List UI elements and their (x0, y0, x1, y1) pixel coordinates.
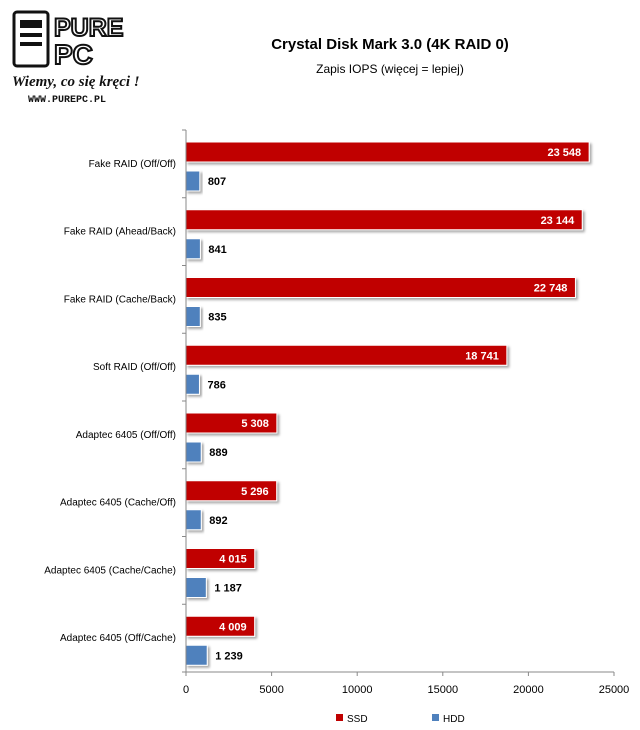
category-label: Fake RAID (Ahead/Back) (63, 226, 176, 238)
ssd-value-label: 18 741 (465, 350, 499, 363)
ssd-value-label: 5 296 (241, 485, 269, 498)
hdd-bar (186, 510, 201, 530)
ssd-value-label: 4 015 (219, 553, 247, 566)
hdd-bar (186, 578, 206, 598)
hdd-value-label: 841 (208, 243, 227, 256)
hdd-legend-label: HDD (443, 714, 465, 725)
ssd-legend-label: SSD (347, 714, 368, 725)
svg-text:WWW.PUREPC.PL: WWW.PUREPC.PL (28, 95, 107, 106)
category-label: Adaptec 6405 (Cache/Cache) (44, 565, 176, 577)
ssd-value-label: 4 009 (219, 621, 247, 634)
chart-subtitle: Zapis IOPS (więcej = lepiej) (316, 62, 464, 76)
category-label: Adaptec 6405 (Cache/Off) (60, 497, 176, 509)
hdd-bar (186, 645, 207, 665)
hdd-value-label: 889 (209, 447, 228, 459)
hdd-value-label: 1 239 (215, 650, 243, 663)
svg-text:PC: PC (54, 39, 93, 70)
hdd-legend-swatch (432, 714, 439, 721)
ssd-value-label: 5 308 (241, 418, 269, 430)
x-tick-label: 20000 (513, 684, 544, 696)
hdd-value-label: 835 (208, 311, 227, 324)
hdd-value-label: 892 (209, 514, 228, 527)
x-tick-label: 0 (182, 684, 190, 696)
ssd-legend-swatch (336, 714, 343, 721)
category-label: Soft RAID (Off/Off) (93, 362, 176, 374)
hdd-bar (186, 374, 199, 394)
ssd-value-label: 23 144 (540, 214, 575, 227)
hdd-value-label: 1 187 (214, 582, 242, 595)
ssd-value-label: 23 548 (547, 147, 582, 159)
x-tick-label: 10000 (341, 684, 373, 696)
x-tick-label: 5000 (259, 684, 284, 696)
hdd-bar (186, 307, 200, 327)
chart-title: Crystal Disk Mark 3.0 (4K RAID 0) (271, 36, 509, 53)
hdd-bar (186, 442, 201, 462)
category-label: Adaptec 6405 (Off/Off) (75, 429, 176, 441)
svg-text:Wiemy, co się kręci !: Wiemy, co się kręci ! (12, 74, 140, 90)
hdd-bar (186, 171, 200, 191)
category-label: Adaptec 6405 (Off/Cache) (60, 633, 176, 645)
svg-text:PURE: PURE (54, 14, 124, 42)
hdd-value-label: 786 (207, 379, 226, 392)
x-tick-label: 25000 (598, 684, 630, 696)
hdd-value-label: 807 (207, 176, 227, 188)
ssd-value-label: 22 748 (533, 282, 568, 295)
hdd-bar (186, 239, 200, 259)
category-label: Fake RAID (Cache/Back) (63, 294, 176, 306)
x-tick-label: 15000 (427, 684, 459, 696)
category-label: Fake RAID (Off/Off) (88, 158, 176, 170)
